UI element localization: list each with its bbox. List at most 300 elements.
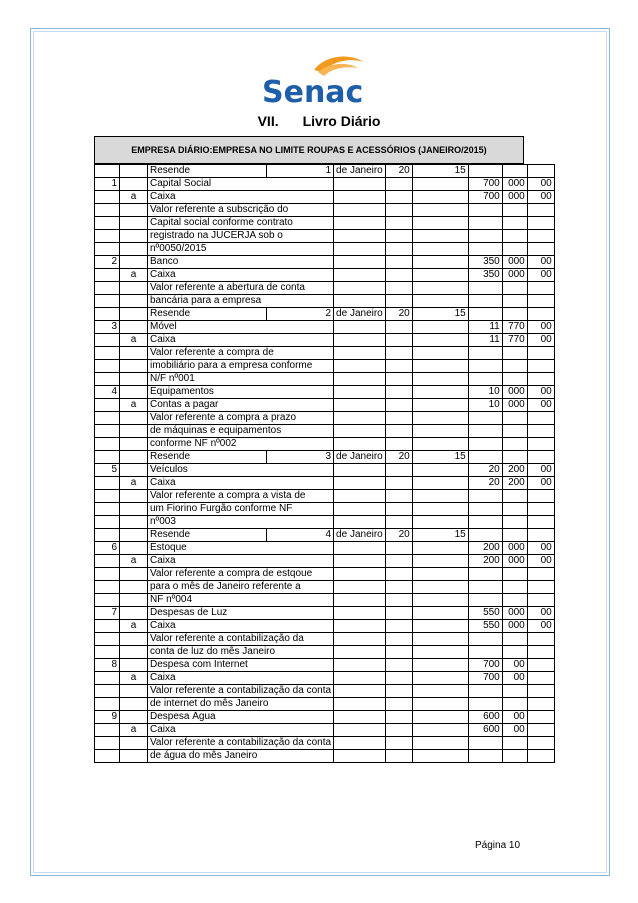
table-cell <box>95 737 120 750</box>
table-cell <box>385 464 412 477</box>
table-cell: imobiliário para a empresa conforme <box>148 360 334 373</box>
table-cell <box>95 685 120 698</box>
table-cell <box>412 399 468 412</box>
table-cell <box>502 425 527 438</box>
table-cell <box>412 516 468 529</box>
table-cell <box>385 724 412 737</box>
table-cell <box>527 295 554 308</box>
table-row <box>95 750 555 763</box>
table-cell <box>412 737 468 750</box>
table-cell <box>527 438 554 451</box>
table-cell: a <box>120 399 148 412</box>
table-cell <box>120 737 148 750</box>
table-cell <box>95 490 120 503</box>
table-row <box>95 295 555 308</box>
table-cell: 11 <box>468 321 502 334</box>
table-cell: Caixa <box>148 555 334 568</box>
table-cell <box>412 295 468 308</box>
table-cell: 00 <box>527 321 554 334</box>
table-cell <box>334 607 386 620</box>
table-cell: 200 <box>502 477 527 490</box>
table-cell: a <box>120 724 148 737</box>
table-cell <box>502 503 527 516</box>
table-cell <box>527 698 554 711</box>
table-cell: a <box>120 191 148 204</box>
table-cell <box>385 607 412 620</box>
table-cell <box>120 633 148 646</box>
table-cell <box>468 750 502 763</box>
table-cell: a <box>120 477 148 490</box>
table-cell <box>334 672 386 685</box>
table-cell <box>334 581 386 594</box>
table-cell <box>502 633 527 646</box>
table-row <box>95 711 555 724</box>
table-cell <box>412 269 468 282</box>
table-cell <box>468 438 502 451</box>
table-cell: a <box>120 672 148 685</box>
table-cell <box>334 490 386 503</box>
table-cell <box>120 646 148 659</box>
table-cell <box>334 386 386 399</box>
table-cell <box>527 672 554 685</box>
table-cell <box>120 594 148 607</box>
table-cell <box>412 438 468 451</box>
table-cell <box>502 646 527 659</box>
table-cell <box>120 607 148 620</box>
table-row <box>95 529 555 542</box>
table-cell: Veículos <box>148 464 334 477</box>
table-cell <box>334 685 386 698</box>
table-cell: 700 <box>468 191 502 204</box>
table-cell <box>527 724 554 737</box>
table-row <box>95 503 555 516</box>
table-cell: 4 <box>95 386 120 399</box>
table-cell <box>527 737 554 750</box>
table-cell <box>385 282 412 295</box>
table-cell <box>385 412 412 425</box>
table-cell <box>334 724 386 737</box>
page-number: Página 10 <box>475 840 521 851</box>
table-cell: bancária para a empresa <box>148 295 334 308</box>
table-cell <box>385 581 412 594</box>
table-cell <box>385 516 412 529</box>
table-row <box>95 724 555 737</box>
table-cell <box>334 542 386 555</box>
table-cell: conta de luz do mês Janeiro <box>148 646 334 659</box>
table-cell <box>385 555 412 568</box>
table-cell <box>502 490 527 503</box>
table-cell <box>502 516 527 529</box>
table-cell <box>334 503 386 516</box>
table-cell <box>334 555 386 568</box>
table-row <box>95 568 555 581</box>
table-cell: Resende <box>148 529 267 542</box>
table-cell <box>120 659 148 672</box>
table-cell <box>334 334 386 347</box>
table-cell: 8 <box>95 659 120 672</box>
table-cell: Valor referente a compra a vista de <box>148 490 334 503</box>
table-cell: 15 <box>412 308 468 321</box>
table-row <box>95 542 555 555</box>
table-cell <box>502 750 527 763</box>
table-cell <box>385 230 412 243</box>
table-row <box>95 373 555 386</box>
table-row <box>95 399 555 412</box>
table-cell: 20 <box>385 308 412 321</box>
table-row <box>95 425 555 438</box>
table-cell <box>120 464 148 477</box>
table-cell <box>412 256 468 269</box>
table-cell <box>120 438 148 451</box>
table-cell: 2 <box>266 308 333 321</box>
table-cell: 20 <box>385 165 412 178</box>
table-cell <box>120 685 148 698</box>
table-cell <box>468 594 502 607</box>
table-cell: 700 <box>468 659 502 672</box>
table-cell: NF nº004 <box>148 594 334 607</box>
table-cell <box>120 243 148 256</box>
table-cell: Valor referente a compra a prazo <box>148 412 334 425</box>
table-cell <box>120 490 148 503</box>
table-cell <box>412 204 468 217</box>
table-cell <box>502 568 527 581</box>
table-cell: Valor referente a contabilização da conta <box>148 685 334 698</box>
table-cell <box>468 412 502 425</box>
table-row <box>95 581 555 594</box>
table-cell <box>385 672 412 685</box>
table-cell <box>120 321 148 334</box>
table-cell <box>95 724 120 737</box>
table-row <box>95 347 555 360</box>
table-cell <box>502 347 527 360</box>
table-cell <box>95 191 120 204</box>
table-cell <box>120 412 148 425</box>
table-cell: conforme NF nº002 <box>148 438 334 451</box>
table-cell <box>527 594 554 607</box>
table-row <box>95 308 555 321</box>
table-cell: 700 <box>468 178 502 191</box>
table-cell <box>95 750 120 763</box>
table-cell: Resende <box>148 308 267 321</box>
table-cell <box>95 698 120 711</box>
table-cell <box>468 503 502 516</box>
table-cell <box>385 360 412 373</box>
table-cell: N/F nº001 <box>148 373 334 386</box>
table-cell: 00 <box>502 672 527 685</box>
table-cell: Resende <box>148 165 267 178</box>
table-cell: 000 <box>502 542 527 555</box>
table-row <box>95 178 555 191</box>
table-cell <box>468 737 502 750</box>
table-cell <box>412 386 468 399</box>
table-cell <box>468 282 502 295</box>
table-cell <box>120 568 148 581</box>
table-cell <box>120 711 148 724</box>
table-cell <box>385 178 412 191</box>
table-cell <box>527 243 554 256</box>
table-cell <box>385 594 412 607</box>
table-cell <box>527 373 554 386</box>
table-cell <box>120 178 148 191</box>
table-cell <box>527 165 554 178</box>
table-cell: 10 <box>468 386 502 399</box>
table-cell: 3 <box>266 451 333 464</box>
table-cell <box>468 347 502 360</box>
table-cell: Caixa <box>148 269 334 282</box>
table-cell: de Janeiro <box>334 308 386 321</box>
table-row <box>95 594 555 607</box>
table-row <box>95 659 555 672</box>
table-cell <box>502 594 527 607</box>
table-cell: 350 <box>468 269 502 282</box>
table-cell: 00 <box>527 555 554 568</box>
table-cell <box>502 230 527 243</box>
table-cell: Valor referente a compra de <box>148 347 334 360</box>
table-cell <box>385 386 412 399</box>
table-cell <box>527 711 554 724</box>
table-cell: 000 <box>502 269 527 282</box>
table-cell: Despesa com Internet <box>148 659 334 672</box>
table-cell <box>334 243 386 256</box>
table-cell <box>334 191 386 204</box>
table-cell <box>527 347 554 360</box>
table-cell <box>527 360 554 373</box>
table-cell <box>502 165 527 178</box>
table-cell: 000 <box>502 178 527 191</box>
table-cell <box>412 373 468 386</box>
table-row <box>95 438 555 451</box>
table-cell <box>468 451 502 464</box>
table-cell <box>527 490 554 503</box>
table-cell <box>95 282 120 295</box>
table-cell <box>120 217 148 230</box>
table-cell <box>334 477 386 490</box>
table-cell: de Janeiro <box>334 451 386 464</box>
table-cell <box>385 347 412 360</box>
table-cell <box>412 698 468 711</box>
table-cell <box>385 737 412 750</box>
table-cell <box>412 568 468 581</box>
table-cell: Valor referente a subscrição do <box>148 204 334 217</box>
table-cell: Despesas de Luz <box>148 607 334 620</box>
table-cell <box>95 217 120 230</box>
table-cell <box>334 633 386 646</box>
table-cell <box>95 529 120 542</box>
table-row <box>95 334 555 347</box>
table-cell: Valor referente a compra de estqoue <box>148 568 334 581</box>
table-cell <box>385 568 412 581</box>
table-cell <box>502 308 527 321</box>
table-cell <box>120 503 148 516</box>
table-cell: Contas a pagar <box>148 399 334 412</box>
table-cell <box>120 204 148 217</box>
table-cell <box>527 217 554 230</box>
table-cell <box>385 243 412 256</box>
table-row <box>95 737 555 750</box>
table-cell <box>412 646 468 659</box>
table-cell <box>95 165 120 178</box>
senac-logo <box>252 50 388 110</box>
table-cell <box>95 230 120 243</box>
table-cell <box>527 451 554 464</box>
table-cell: Caixa <box>148 620 334 633</box>
table-cell <box>468 490 502 503</box>
table-cell <box>95 568 120 581</box>
table-cell <box>334 464 386 477</box>
table-cell: 4 <box>266 529 333 542</box>
table-cell: 000 <box>502 386 527 399</box>
table-cell <box>95 243 120 256</box>
table-cell: 15 <box>412 529 468 542</box>
table-cell <box>468 360 502 373</box>
table-cell <box>385 750 412 763</box>
table-cell <box>120 165 148 178</box>
table-cell: nº003 <box>148 516 334 529</box>
table-row <box>95 685 555 698</box>
table-cell <box>502 737 527 750</box>
table-cell <box>120 750 148 763</box>
section-title <box>0 113 638 129</box>
table-cell <box>334 295 386 308</box>
table-cell <box>468 425 502 438</box>
table-cell: 6 <box>95 542 120 555</box>
table-cell: Estoque <box>148 542 334 555</box>
table-cell: 15 <box>412 451 468 464</box>
table-cell <box>120 230 148 243</box>
table-cell <box>120 581 148 594</box>
ledger-header: EMPRESA DIÁRIO:EMPRESA NO LIMITE ROUPAS E ACESSÓRIOS (JANEIRO/2015) <box>94 136 524 164</box>
table-cell <box>385 711 412 724</box>
table-cell <box>95 594 120 607</box>
table-cell: 2 <box>95 256 120 269</box>
table-cell <box>412 685 468 698</box>
table-cell: a <box>120 620 148 633</box>
table-cell <box>412 321 468 334</box>
table-cell: de Janeiro <box>334 529 386 542</box>
table-row <box>95 607 555 620</box>
table-cell <box>95 399 120 412</box>
table-cell: 700 <box>468 672 502 685</box>
table-cell <box>502 685 527 698</box>
table-cell: 200 <box>502 464 527 477</box>
table-cell <box>502 438 527 451</box>
table-cell <box>527 529 554 542</box>
table-cell: a <box>120 334 148 347</box>
table-cell <box>334 399 386 412</box>
table-cell <box>527 425 554 438</box>
table-cell <box>95 646 120 659</box>
table-cell: 3 <box>95 321 120 334</box>
table-cell <box>502 295 527 308</box>
table-cell <box>120 386 148 399</box>
table-cell <box>412 659 468 672</box>
table-cell <box>385 269 412 282</box>
table-cell <box>334 425 386 438</box>
table-cell: Móvel <box>148 321 334 334</box>
table-cell <box>385 542 412 555</box>
table-cell <box>334 516 386 529</box>
table-cell: Caixa <box>148 724 334 737</box>
table-cell <box>334 360 386 373</box>
table-cell <box>95 360 120 373</box>
table-cell <box>95 425 120 438</box>
table-cell <box>120 256 148 269</box>
table-cell: 600 <box>468 724 502 737</box>
table-cell <box>412 672 468 685</box>
table-cell: 7 <box>95 607 120 620</box>
table-cell <box>95 503 120 516</box>
table-cell <box>412 711 468 724</box>
table-cell <box>412 477 468 490</box>
table-cell <box>468 217 502 230</box>
table-cell: 00 <box>502 724 527 737</box>
table-cell <box>120 516 148 529</box>
table-cell <box>527 230 554 243</box>
table-cell: Caixa <box>148 477 334 490</box>
table-cell <box>412 282 468 295</box>
table-cell: 770 <box>502 334 527 347</box>
table-cell <box>95 334 120 347</box>
table-cell <box>412 503 468 516</box>
table-cell <box>468 685 502 698</box>
table-row <box>95 412 555 425</box>
table-cell: registrado na JUCERJA sob o <box>148 230 334 243</box>
table-cell: 00 <box>527 178 554 191</box>
table-cell <box>412 594 468 607</box>
table-cell <box>527 516 554 529</box>
table-cell <box>385 295 412 308</box>
table-cell <box>468 308 502 321</box>
table-cell <box>502 412 527 425</box>
table-cell <box>502 451 527 464</box>
table-cell <box>412 217 468 230</box>
table-cell: 00 <box>527 620 554 633</box>
table-cell <box>502 204 527 217</box>
table-cell <box>95 477 120 490</box>
table-cell: um Fiorino Furgão conforme NF <box>148 503 334 516</box>
table-cell <box>412 581 468 594</box>
table-cell <box>120 360 148 373</box>
table-cell <box>412 178 468 191</box>
table-cell <box>95 295 120 308</box>
table-cell <box>95 269 120 282</box>
table-row <box>95 204 555 217</box>
table-cell <box>385 620 412 633</box>
table-cell <box>412 347 468 360</box>
table-cell <box>95 308 120 321</box>
table-cell <box>412 425 468 438</box>
table-cell: Capital social conforme contrato <box>148 217 334 230</box>
table-cell: 20 <box>468 464 502 477</box>
table-cell <box>502 243 527 256</box>
table-cell <box>468 243 502 256</box>
table-cell: Caixa <box>148 191 334 204</box>
table-cell <box>412 243 468 256</box>
table-cell <box>120 373 148 386</box>
table-cell <box>120 529 148 542</box>
table-cell: Caixa <box>148 672 334 685</box>
table-cell <box>502 360 527 373</box>
table-cell <box>385 334 412 347</box>
table-cell: de água do mês Janeiro <box>148 750 334 763</box>
table-cell <box>334 269 386 282</box>
table-cell <box>412 750 468 763</box>
table-cell <box>527 750 554 763</box>
table-cell <box>502 282 527 295</box>
table-cell <box>334 412 386 425</box>
table-cell: 20 <box>385 529 412 542</box>
table-cell <box>502 529 527 542</box>
